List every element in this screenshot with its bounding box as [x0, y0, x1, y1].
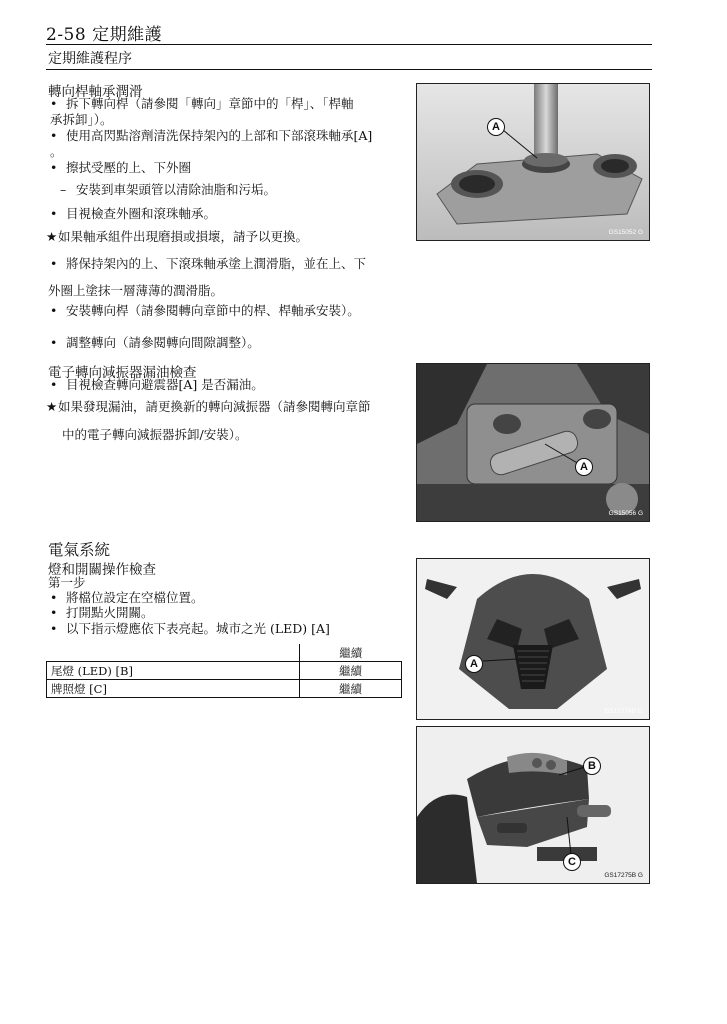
page-header: 2-58 定期維護: [46, 25, 163, 45]
figure-code: GS17275B G: [604, 872, 643, 879]
subheader-rule: [46, 69, 652, 70]
section1-line: • 目視檢查外圈和滾珠軸承。: [50, 206, 217, 221]
figure-tail-license-light: [416, 726, 650, 884]
section1-line: 外圈上塗抹一層薄薄的潤滑脂。: [48, 283, 224, 298]
front-fairing-illustration: [417, 559, 649, 719]
section1-line: ★如果軸承組件出現磨損或損壞，請予以更換。: [46, 229, 309, 244]
section1-line: • 使用高閃點溶劑清洗保持架內的上部和下部滾珠軸承[A]: [50, 128, 373, 143]
section1-line: • 將保持架內的上、下滾珠軸承塗上潤滑脂，並在上、下: [50, 256, 367, 271]
step-label: 第一步: [48, 575, 86, 590]
section-title-steering-bearing: 轉向桿軸承潤滑: [48, 84, 143, 100]
figure-steering-stem-bearing: [416, 83, 650, 241]
light-status-table: [46, 644, 402, 698]
tail-section-illustration: [417, 727, 649, 883]
section2-line: • 目視檢查轉向避震器[A] 是否漏油。: [50, 377, 264, 392]
figure-code: GS15056 G: [608, 510, 643, 517]
section1-line: • 安裝轉向桿（請參閱轉向章節中的桿、桿軸承安裝）。: [50, 303, 360, 318]
section-title-electrical: 電氣系統: [48, 541, 111, 559]
figure-front-city-light: [416, 558, 650, 720]
section1-line: 承拆卸」）。: [50, 112, 113, 127]
steering-damper-illustration: [417, 364, 649, 521]
section1-line: – 安裝到車架頭管以清除油脂和污垢。: [60, 182, 277, 197]
page-subheader: 定期維護程序: [48, 51, 132, 67]
section-title-steering-damper: 電子轉向減振器漏油檢查: [48, 365, 197, 381]
section-subtitle-lights-switches: 燈和開關操作檢查: [48, 562, 156, 578]
section2-line: ★如果發現漏油，請更換新的轉向減振器（請參閱轉向章節: [46, 399, 371, 414]
section3-line: • 將檔位設定在空檔位置。: [50, 590, 204, 605]
figure-code: GS15052 G: [608, 229, 643, 236]
table-row: 牌照燈 [C] 繼續: [47, 680, 402, 698]
figure-code: GS17274B G: [604, 708, 643, 715]
section3-line: • 以下指示燈應依下表亮起。城市之光 (LED) [A]: [50, 621, 330, 636]
callout-label: A: [575, 458, 593, 476]
table-row: 尾燈 (LED) [B] 繼續: [47, 662, 402, 680]
callout-label: C: [563, 853, 581, 871]
callout-label: A: [487, 118, 505, 136]
section1-line: 。: [50, 144, 63, 159]
section1-line: • 拆下轉向桿（請參閱「轉向」章節中的「桿」、「桿軸: [50, 96, 354, 111]
section1-line: • 擦拭受壓的上、下外圈: [50, 160, 192, 175]
table-row: 繼續: [47, 644, 402, 662]
callout-label: B: [583, 757, 601, 775]
callout-label: A: [465, 655, 483, 673]
section2-line: 中的電子轉向減振器拆卸/安裝）。: [62, 427, 248, 442]
steering-stem-illustration: [417, 84, 649, 240]
figure-steering-damper: [416, 363, 650, 522]
section3-line: • 打開點火開關。: [50, 605, 154, 620]
section1-line: • 調整轉向（請參閱轉向間隙調整）。: [50, 335, 260, 350]
header-rule: [46, 44, 652, 45]
